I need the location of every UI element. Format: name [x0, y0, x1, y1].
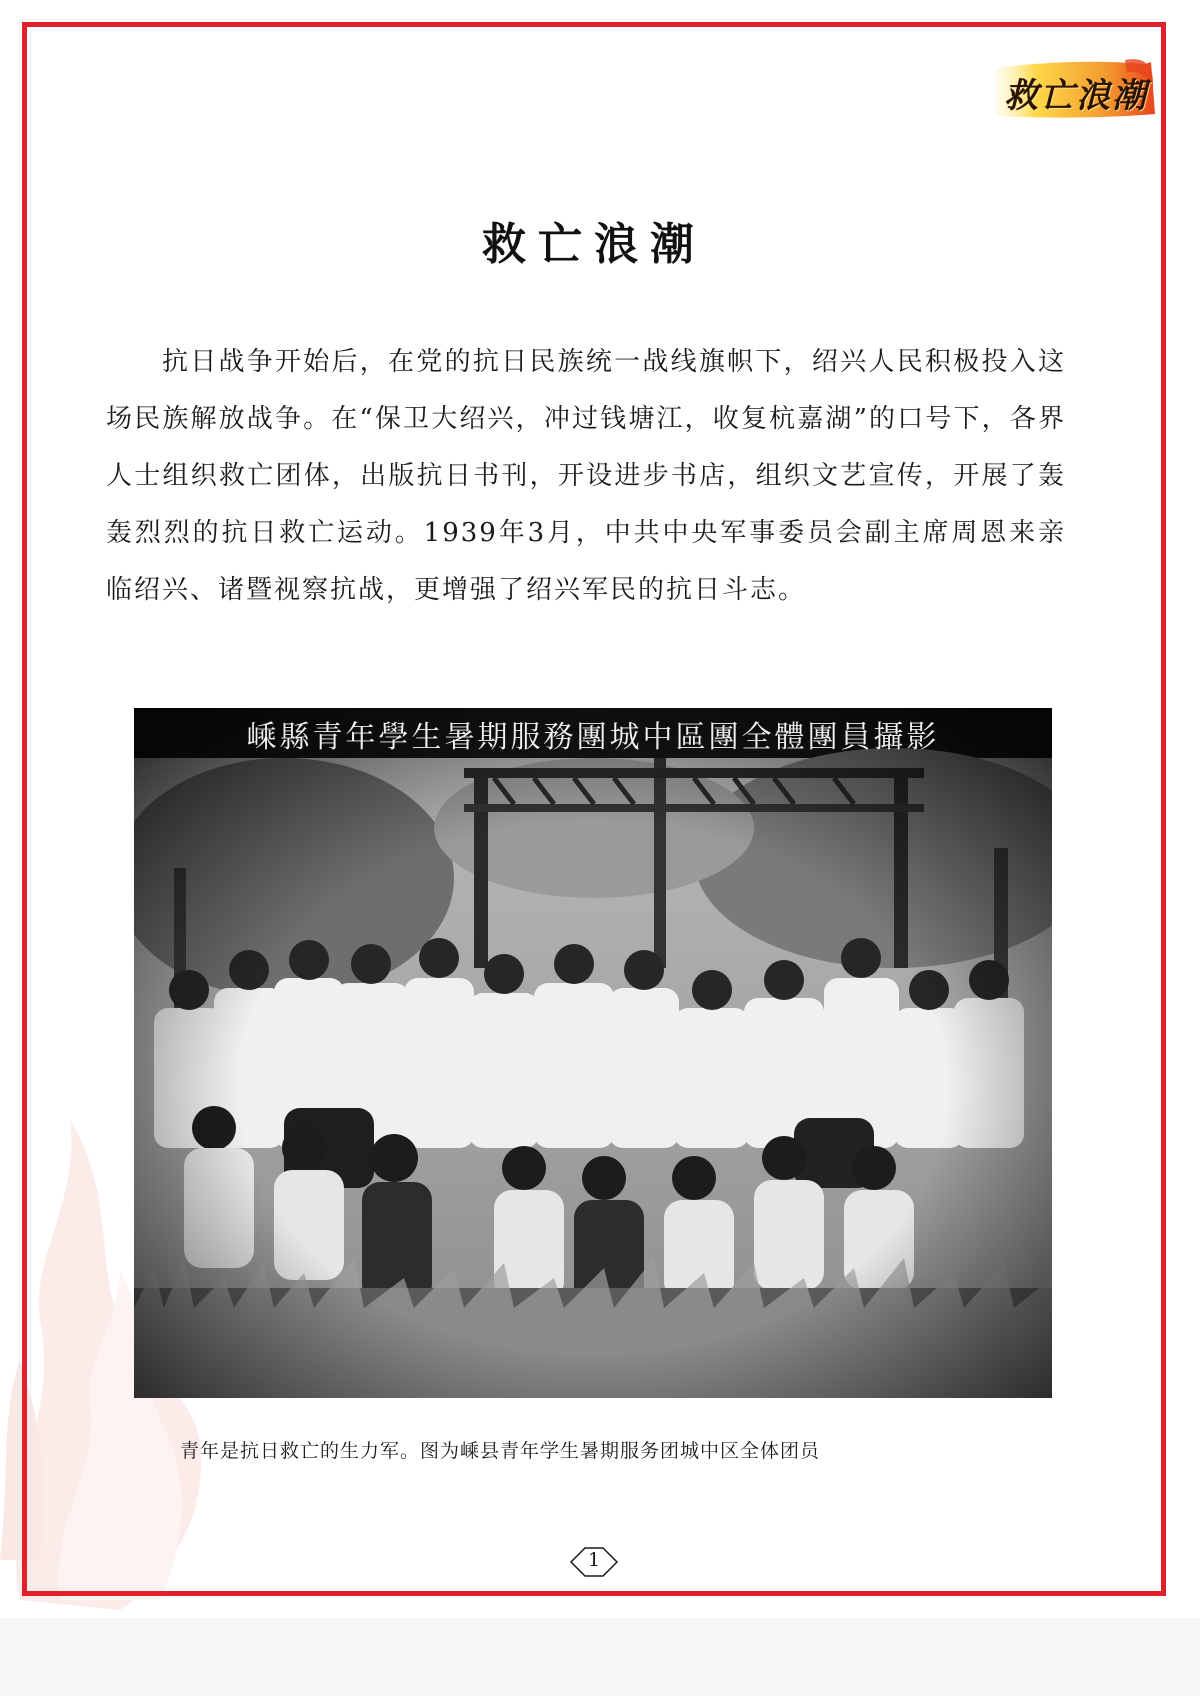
page-bottom-strip — [0, 1618, 1200, 1696]
body-paragraph: 抗日战争开始后，在党的抗日民族统一战线旗帜下，绍兴人民积极投入这场民族解放战争。在“保卫大绍兴，冲过钱塘江，收复杭嘉湖”的口号下，各界人士组织救亡团体，出版抗日书刊，开设进步书店，组织文艺宣传，开展了轰轰烈烈的抗日救亡运动。1939年3月，中共中央军事委员会副主席周恩来亲临绍兴、诸暨视察抗战，更增强了绍兴军民的抗日斗志。 — [106, 347, 1066, 605]
photo-illustration — [134, 708, 1052, 1398]
page-number: 1 — [587, 1549, 601, 1571]
page-title: 救亡浪潮 — [482, 219, 706, 270]
photo-caption: 青年是抗日救亡的生力军。图为嵊县青年学生暑期服务团城中区全体团员 — [180, 1440, 821, 1462]
photo-banner-text: 嵊縣青年學生暑期服務團城中區團全體團員攝影 — [246, 720, 940, 755]
section-tag-label: 救亡浪潮 — [1004, 76, 1148, 116]
historical-group-photo — [134, 708, 1052, 1398]
